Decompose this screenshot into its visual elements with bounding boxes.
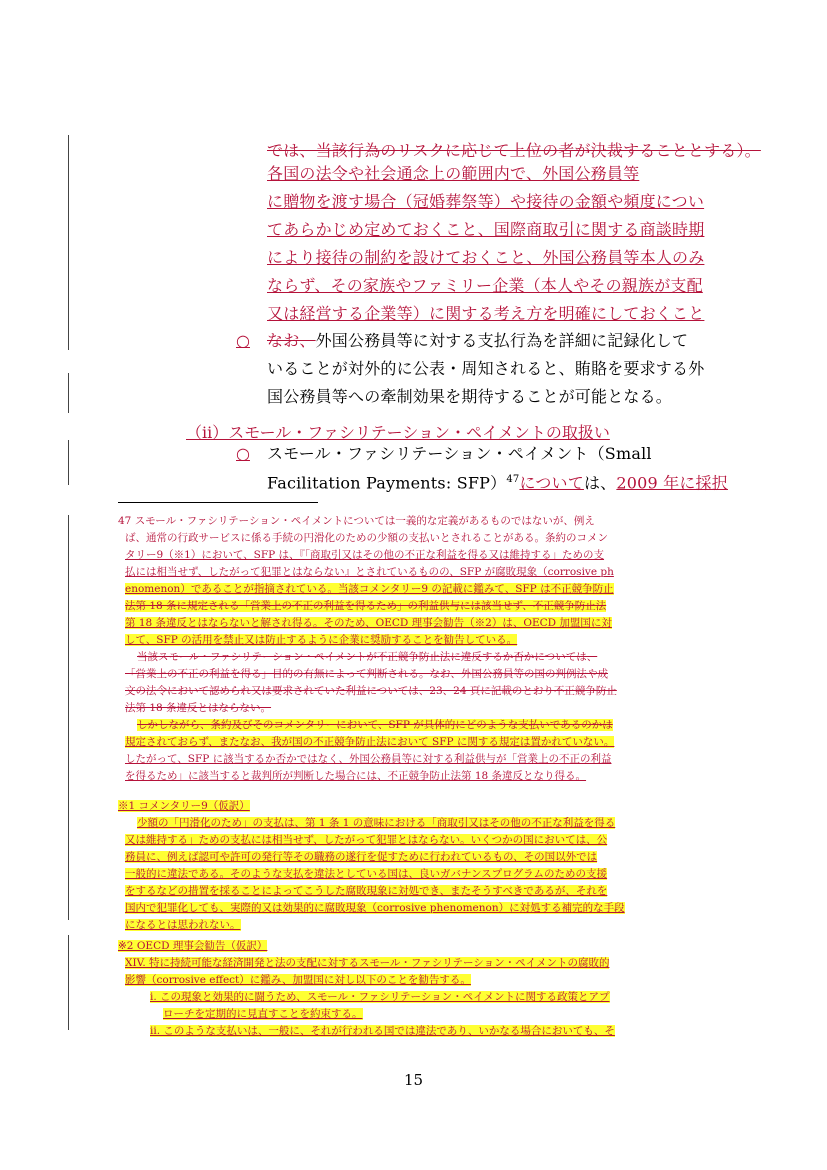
note-line: になるとは思われない。 <box>125 919 241 931</box>
footnote-line: したがって、SFP に該当するか否かではなく、外国公務員等に対する利益供与が「営業上の不正の利益 <box>125 753 612 765</box>
body-line: 外国公務員等に対する支払行為を詳細に記録化して <box>315 331 689 350</box>
struck-text: では、当該行為のリスクに応じて上位の者が決裁することとする）。 <box>267 141 761 160</box>
change-bar <box>68 135 69 350</box>
body-line: に贈物を渡す場合（冠婚葬祭等）や接待の金額や頻度につい <box>267 192 705 211</box>
body-line: により接待の制約を設けておくこと、外国公務員等本人のみ <box>267 248 705 267</box>
note-line: をするなどの措置を採ることによってこうした腐敗現象に対処でき、またそうすべきであるが、それを <box>125 885 608 897</box>
note-line: i. この現象と効果的に闘うため、スモール・ファシリテーション・ペイメントに関する政策とアプ <box>150 991 610 1003</box>
note-line: 務員に、例えば認可や許可の発行等その職務の遂行を促すために行われているもの、その国以外では <box>125 851 598 863</box>
note-line: ii. このような支払いは、一般に、それが行われる国では違法であり、いかなる場合においても、そ <box>150 1025 615 1037</box>
footnote-line: ば、通常の行政サービスに係る手続の円滑化のための少額の支払いとされることがある。条約のコメン <box>125 532 608 544</box>
note-line: 一般的に違法である。そのような支払を違法としている国は、良いガバナンスプログラムのための支援 <box>125 868 608 880</box>
bullet-mark: ○ <box>236 444 250 463</box>
note-line: 又は維持する」ための支払には相当せず、したがって犯罪とはならない。いくつかの国においては、公 <box>125 834 608 846</box>
footnote-line: 法第 18 条違反とはならない。 <box>125 702 272 714</box>
body-text: は、 <box>583 473 617 493</box>
footnote-line: 当該スモール・ファシリテーション・ペイメントが不正競争防止法に違反するか否かについては、 <box>137 651 598 663</box>
body-line: 又は経営する企業等）に関する考え方を明確にしておくこと <box>267 304 705 323</box>
change-bar <box>68 515 69 920</box>
footnote-line: タリー9（※1）において、SFP は、『「商取引又はその他の不正な利益を得る又は維持する」ための支 <box>125 549 605 561</box>
footnote-line: 第 18 条違反とはならないと解され得る。そのため、OECD 理事会勧告（※2）は、OECD 加盟国に対 <box>125 617 612 629</box>
bullet-mark: ○ <box>236 331 250 350</box>
note-line: 少額の「円滑化のため」の支払は、第 1 条 1 の意味における「商取引又はその他の不正な利益を得る <box>137 817 616 829</box>
footnote-line: 文の法令において認められ又は要求されていた利益については、23、24 頁に記載のとおり不正競争防止 <box>125 685 617 697</box>
note-line: XIV. 特に持続可能な経済開発と法の支配に対するスモール・ファシリテーション・ペイメントの腐敗的 <box>125 957 610 969</box>
body-line: ならず、その家族やファミリー企業（本人やその親族が支配 <box>267 276 703 295</box>
footnote-line: を得るため」に該当すると裁判所が判断した場合には、不正競争防止法第 18 条違反となり得る。 <box>125 770 587 782</box>
body-line: てあらかじめ定めておくこと、国際商取引に関する商談時期 <box>267 220 705 239</box>
note-line: 影響（corrosive effect）に鑑み、加盟国に対し以下のことを勧告する。 <box>125 974 471 986</box>
footnote-line: 規定されておらず、またなお、我が国の不正競争防止法において SFP に関する規定は置かれていない。 <box>125 736 615 748</box>
footnote-line: 法第 18 条に規定される「営業上の不正の利益を得るため」の利益供与には該当せず、不正競争防止法 <box>125 600 607 612</box>
struck-text: なお、 <box>267 331 316 350</box>
page-number: 15 <box>403 1071 424 1089</box>
footnote-line: 「営業上の不正の利益を得る」目的の有無によって判断される。なお、外国公務員等の国の判例法や成 <box>125 668 608 680</box>
section-heading: （ⅱ）スモール・ファシリテーション・ペイメントの取扱い <box>186 423 610 442</box>
note-line: ローチを定期的に見直すことを約束する。 <box>163 1008 363 1020</box>
footnote-line: しかしながら、条約及びそのコメンタリーにおいて、SFP が具体的にどのような支払いであるのかは <box>137 719 613 731</box>
inserted-text: について <box>519 473 584 493</box>
footnote-line: enomenon）であることが指摘されている。当該コメンタリー9 の記載に鑑みて、SFP は不正競争防止 <box>125 583 614 595</box>
inserted-text: 2009 年に採択 <box>616 473 728 493</box>
body-line: 各国の法令や社会通念上の範囲内で、外国公務員等 <box>267 164 640 183</box>
footnote-line: 払には相当せず、したがって犯罪とはならない』とされているものの、SFP が腐敗現象（corrosive ph <box>125 566 614 578</box>
change-bar <box>68 440 69 485</box>
note-title: ※2 OECD 理事会勧告（仮訳） <box>118 940 268 952</box>
footnote-separator <box>118 502 318 503</box>
footnote-ref: 47 <box>506 474 520 485</box>
body-line: スモール・ファシリテーション・ペイメント（Small <box>267 444 652 463</box>
body-line: Facilitation Payments: SFP） <box>267 473 507 493</box>
body-line: いることが対外的に公表・周知されると、賄賂を要求する外 <box>267 359 705 378</box>
note-line: 国内で犯罪化しても、実際的又は効果的に腐敗現象（corrosive phenomenon）に対処する補完的な手段 <box>125 902 625 914</box>
note-title: ※1 コメンタリー9（仮訳） <box>118 800 250 812</box>
footnote-line: 47 スモール・ファシリテーション・ペイメントについては一義的な定義があるものではないが、例え <box>118 515 595 527</box>
footnote-line: して、SFP の活用を禁止又は防止するように企業に奨励することを勧告している。 <box>125 634 518 646</box>
change-bar <box>68 373 69 413</box>
change-bar <box>68 935 69 1030</box>
body-line: 国公務員等への牽制効果を期待することが可能となる。 <box>267 387 673 406</box>
